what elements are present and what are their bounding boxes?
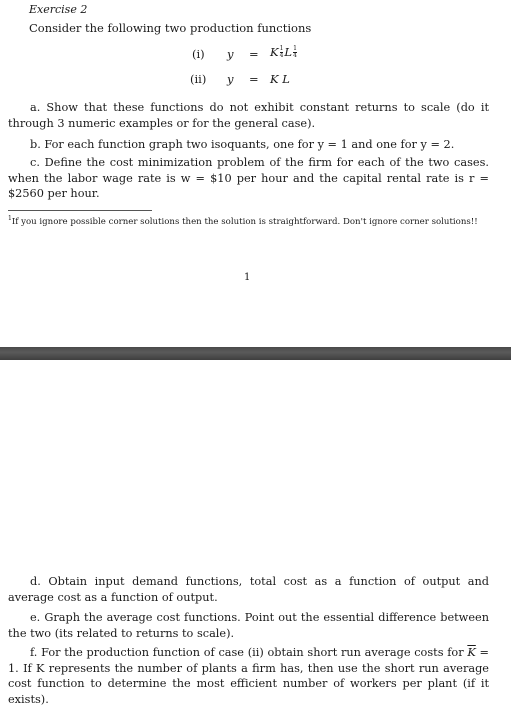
part-c-text: c. Define the cost minimization problem of the firm for each of the two cases. when the labor wage rate is w = $10 per hour and the capital rental rate is r = $2560 per hour. <box>8 156 489 201</box>
equation-i-k: K <box>270 45 279 59</box>
footnote-rule <box>8 210 152 211</box>
part-f-text <box>8 645 489 708</box>
equation-ii-equals: = <box>249 72 259 86</box>
part-f-text-1: f. For the production function of case (ii) obtain short run average costs for <box>30 646 464 659</box>
footnote-mark: 1 <box>8 215 12 222</box>
k-exponent <box>280 46 284 59</box>
footnote-text: If you ignore possible corner solutions then the solution is straightforward. Don't ignore corner solutions!! <box>11 216 478 227</box>
exercise-heading: Exercise 2 <box>29 3 88 16</box>
part-a-text: a. Show that these functions do not exhibit constant returns to scale (do it through 3 numeric examples or for the general case). <box>8 101 489 130</box>
equation-i-l: L <box>284 45 293 59</box>
k-exponent-num: 1 <box>279 45 284 52</box>
equation-i-rhs <box>270 45 298 59</box>
equation-ii-lhs: y <box>227 72 234 86</box>
equation-ii-rhs: K L <box>270 72 290 86</box>
part-d-text: d. Obtain input demand functions, total cost as a function of output and average cost as a function of output. <box>8 575 489 604</box>
equation-ii-label: (ii) <box>190 72 207 86</box>
part-e-text: e. Graph the average cost functions. Point out the essential difference between the two (its related to returns to scale). <box>8 611 489 640</box>
part-b-text: b. For each function graph two isoquants, one for y = 1 and one for y = 2. <box>30 138 455 151</box>
page-separator <box>0 347 511 360</box>
footnote <box>8 213 489 228</box>
document-page-1 <box>0 0 511 347</box>
page-number: 1 <box>244 272 251 283</box>
k-exponent-den: 4 <box>279 52 284 59</box>
part-f-text-2: = 1. If K represents the number of plants a firm has, then use the short run average cost function to determine the most efficient number of workers per plant (if it exists). <box>8 646 489 707</box>
k-bar: $\overline{K}$ <box>467 646 476 659</box>
equation-i-label: (i) <box>192 47 205 61</box>
equation-i-lhs: y <box>227 47 234 61</box>
document-page-2 <box>0 360 511 722</box>
l-exponent-num: 1 <box>293 45 297 52</box>
intro-text: Consider the following two production functions <box>29 21 312 35</box>
equation-i-equals: = <box>249 47 259 61</box>
l-exponent <box>293 46 297 59</box>
l-exponent-den: 4 <box>293 52 297 59</box>
